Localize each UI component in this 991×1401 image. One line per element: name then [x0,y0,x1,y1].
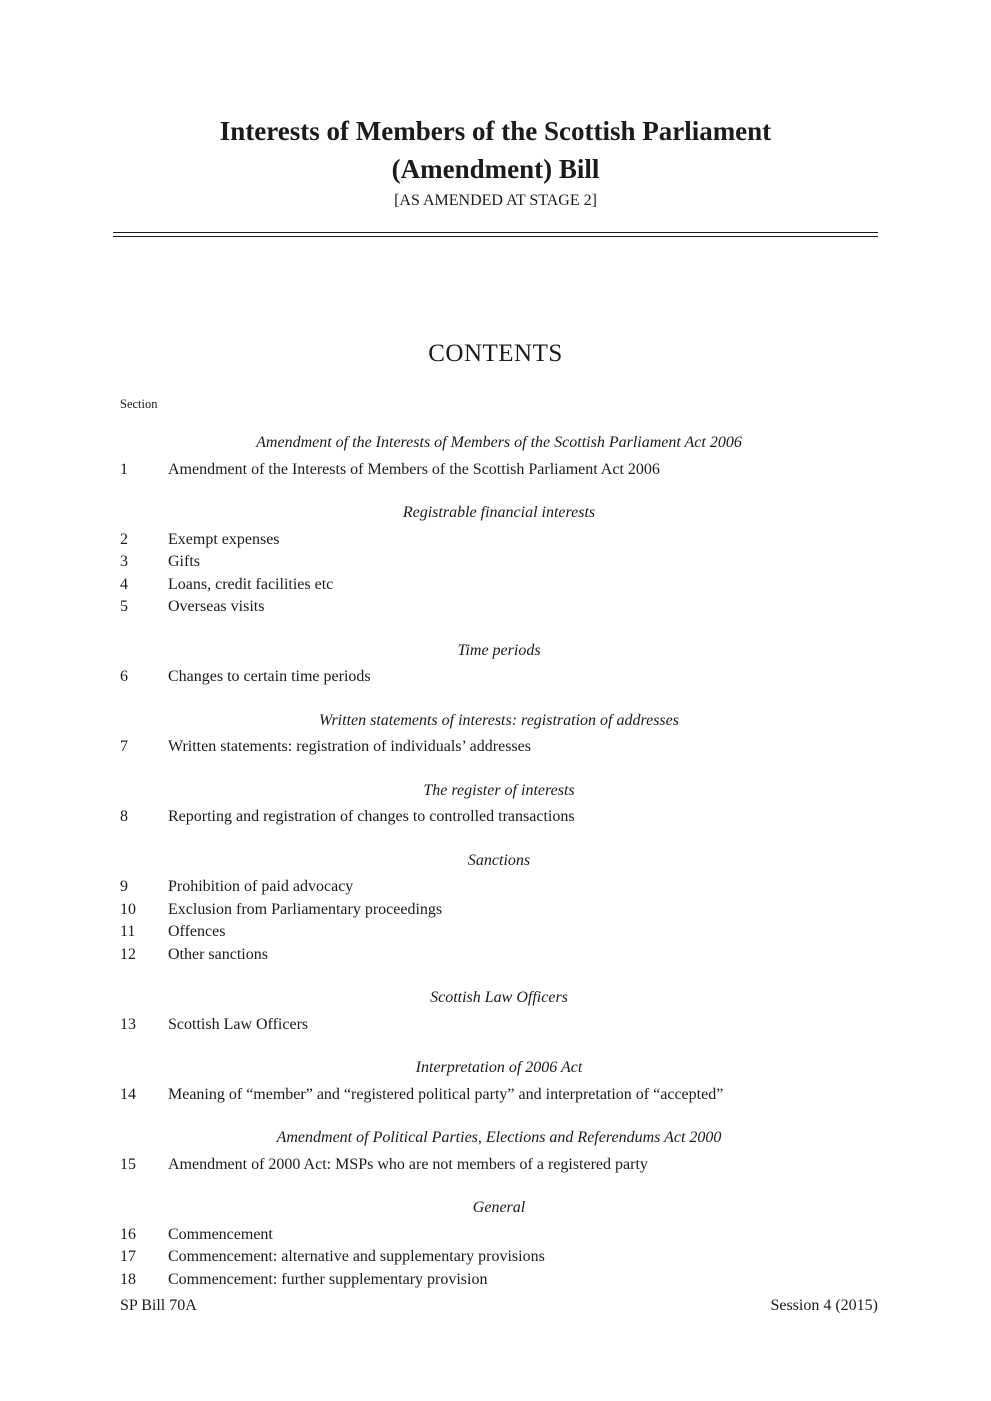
section-title: Commencement: further supplementary provision [168,1270,488,1288]
toc-entry [120,666,878,689]
double-rule-divider [113,232,878,237]
toc-entry [120,459,878,482]
toc-entry [120,551,878,574]
group-heading: Time periods [457,641,541,659]
toc-group [120,987,878,1036]
section-title: Commencement: alternative and supplementary provisions [168,1248,545,1265]
group-heading: Amendment of Political Parties, Elections and Referendums Act 2000 [276,1129,722,1146]
section-number: 10 [120,900,136,918]
section-title: Exclusion from Parliamentary proceedings [168,900,443,918]
toc-group [120,1197,878,1291]
section-number: 15 [120,1155,136,1173]
section-number: 3 [120,553,128,570]
toc-entry [120,899,878,922]
section-number: 13 [120,1015,136,1033]
section-number: 18 [120,1270,136,1288]
toc-entry [120,1269,878,1292]
toc-group [120,1057,878,1106]
section-number: 11 [120,923,136,940]
toc-group [120,780,878,829]
section-title: Scottish Law Officers [168,1015,309,1033]
document-footer [120,1296,878,1315]
document-title [0,112,991,188]
toc-entry [120,944,878,967]
section-number: 17 [120,1248,136,1265]
group-heading: Interpretation of 2006 Act [415,1059,583,1076]
section-number: 2 [120,530,128,548]
toc-entry [120,1014,878,1037]
amendment-stage-note: [AS AMENDED AT STAGE 2] [394,192,597,209]
toc-group [120,850,878,967]
toc-entry [120,574,878,597]
group-heading: Sanctions [467,851,531,869]
group-heading: Written statements of interests: registration of addresses [319,711,679,729]
toc-group [120,640,878,689]
title-line-2: (Amendment) Bill [391,154,600,184]
toc-entry [120,529,878,552]
section-title: Meaning of “member” and “registered political party” and interpretation of “accepted” [168,1085,724,1103]
section-number: 16 [120,1225,136,1243]
bill-number: SP Bill 70A [120,1297,197,1314]
section-number: 4 [120,575,128,593]
contents-section [0,339,991,1291]
section-number: 12 [120,945,136,963]
group-heading: Scottish Law Officers [430,989,568,1006]
toc-entry [120,1246,878,1269]
title-line-1: Interests of Members of the Scottish Parliament [219,116,772,146]
section-title: Prohibition of paid advocacy [168,878,354,895]
section-title: Other sanctions [168,945,268,963]
toc-entry [120,596,878,619]
section-number: 9 [120,878,128,895]
document-header [0,0,991,210]
section-title: Reporting and registration of changes to controlled transactions [168,808,575,825]
section-title: Commencement [168,1225,273,1243]
contents-heading: CONTENTS [428,340,563,367]
toc-group [120,432,878,481]
toc-group [120,710,878,759]
section-title: Offences [168,923,226,940]
section-title: Loans, credit facilities etc [168,575,334,593]
toc-entry [120,736,878,759]
session-info: Session 4 (2015) [770,1297,878,1314]
section-title: Overseas visits [168,598,265,615]
group-heading: Amendment of the Interests of Members of the Scottish Parliament Act 2006 [256,434,742,451]
section-number: 14 [120,1085,136,1103]
section-column-label: Section [120,397,158,411]
section-number: 1 [120,460,128,478]
section-title: Amendment of 2000 Act: MSPs who are not members of a registered party [168,1155,648,1173]
toc-entry [120,1084,878,1107]
toc-group [120,1127,878,1176]
section-number: 8 [120,808,128,825]
section-title: Amendment of the Interests of Members of the Scottish Parliament Act 2006 [168,460,660,478]
section-number: 6 [120,668,128,685]
toc-entry [120,876,878,899]
section-title: Written statements: registration of individuals’ addresses [168,738,531,755]
toc-entry [120,921,878,944]
group-heading: The register of interests [423,781,575,799]
section-title: Changes to certain time periods [168,668,371,685]
section-number: 5 [120,598,128,615]
section-title: Gifts [168,553,200,570]
section-number: 7 [120,738,128,755]
toc-entry [120,1224,878,1247]
section-title: Exempt expenses [168,530,280,548]
group-heading: Registrable financial interests [402,504,596,521]
table-of-contents [120,432,878,1291]
toc-entry [120,806,878,829]
group-heading: General [472,1199,526,1216]
toc-group [120,502,878,619]
toc-entry [120,1154,878,1177]
